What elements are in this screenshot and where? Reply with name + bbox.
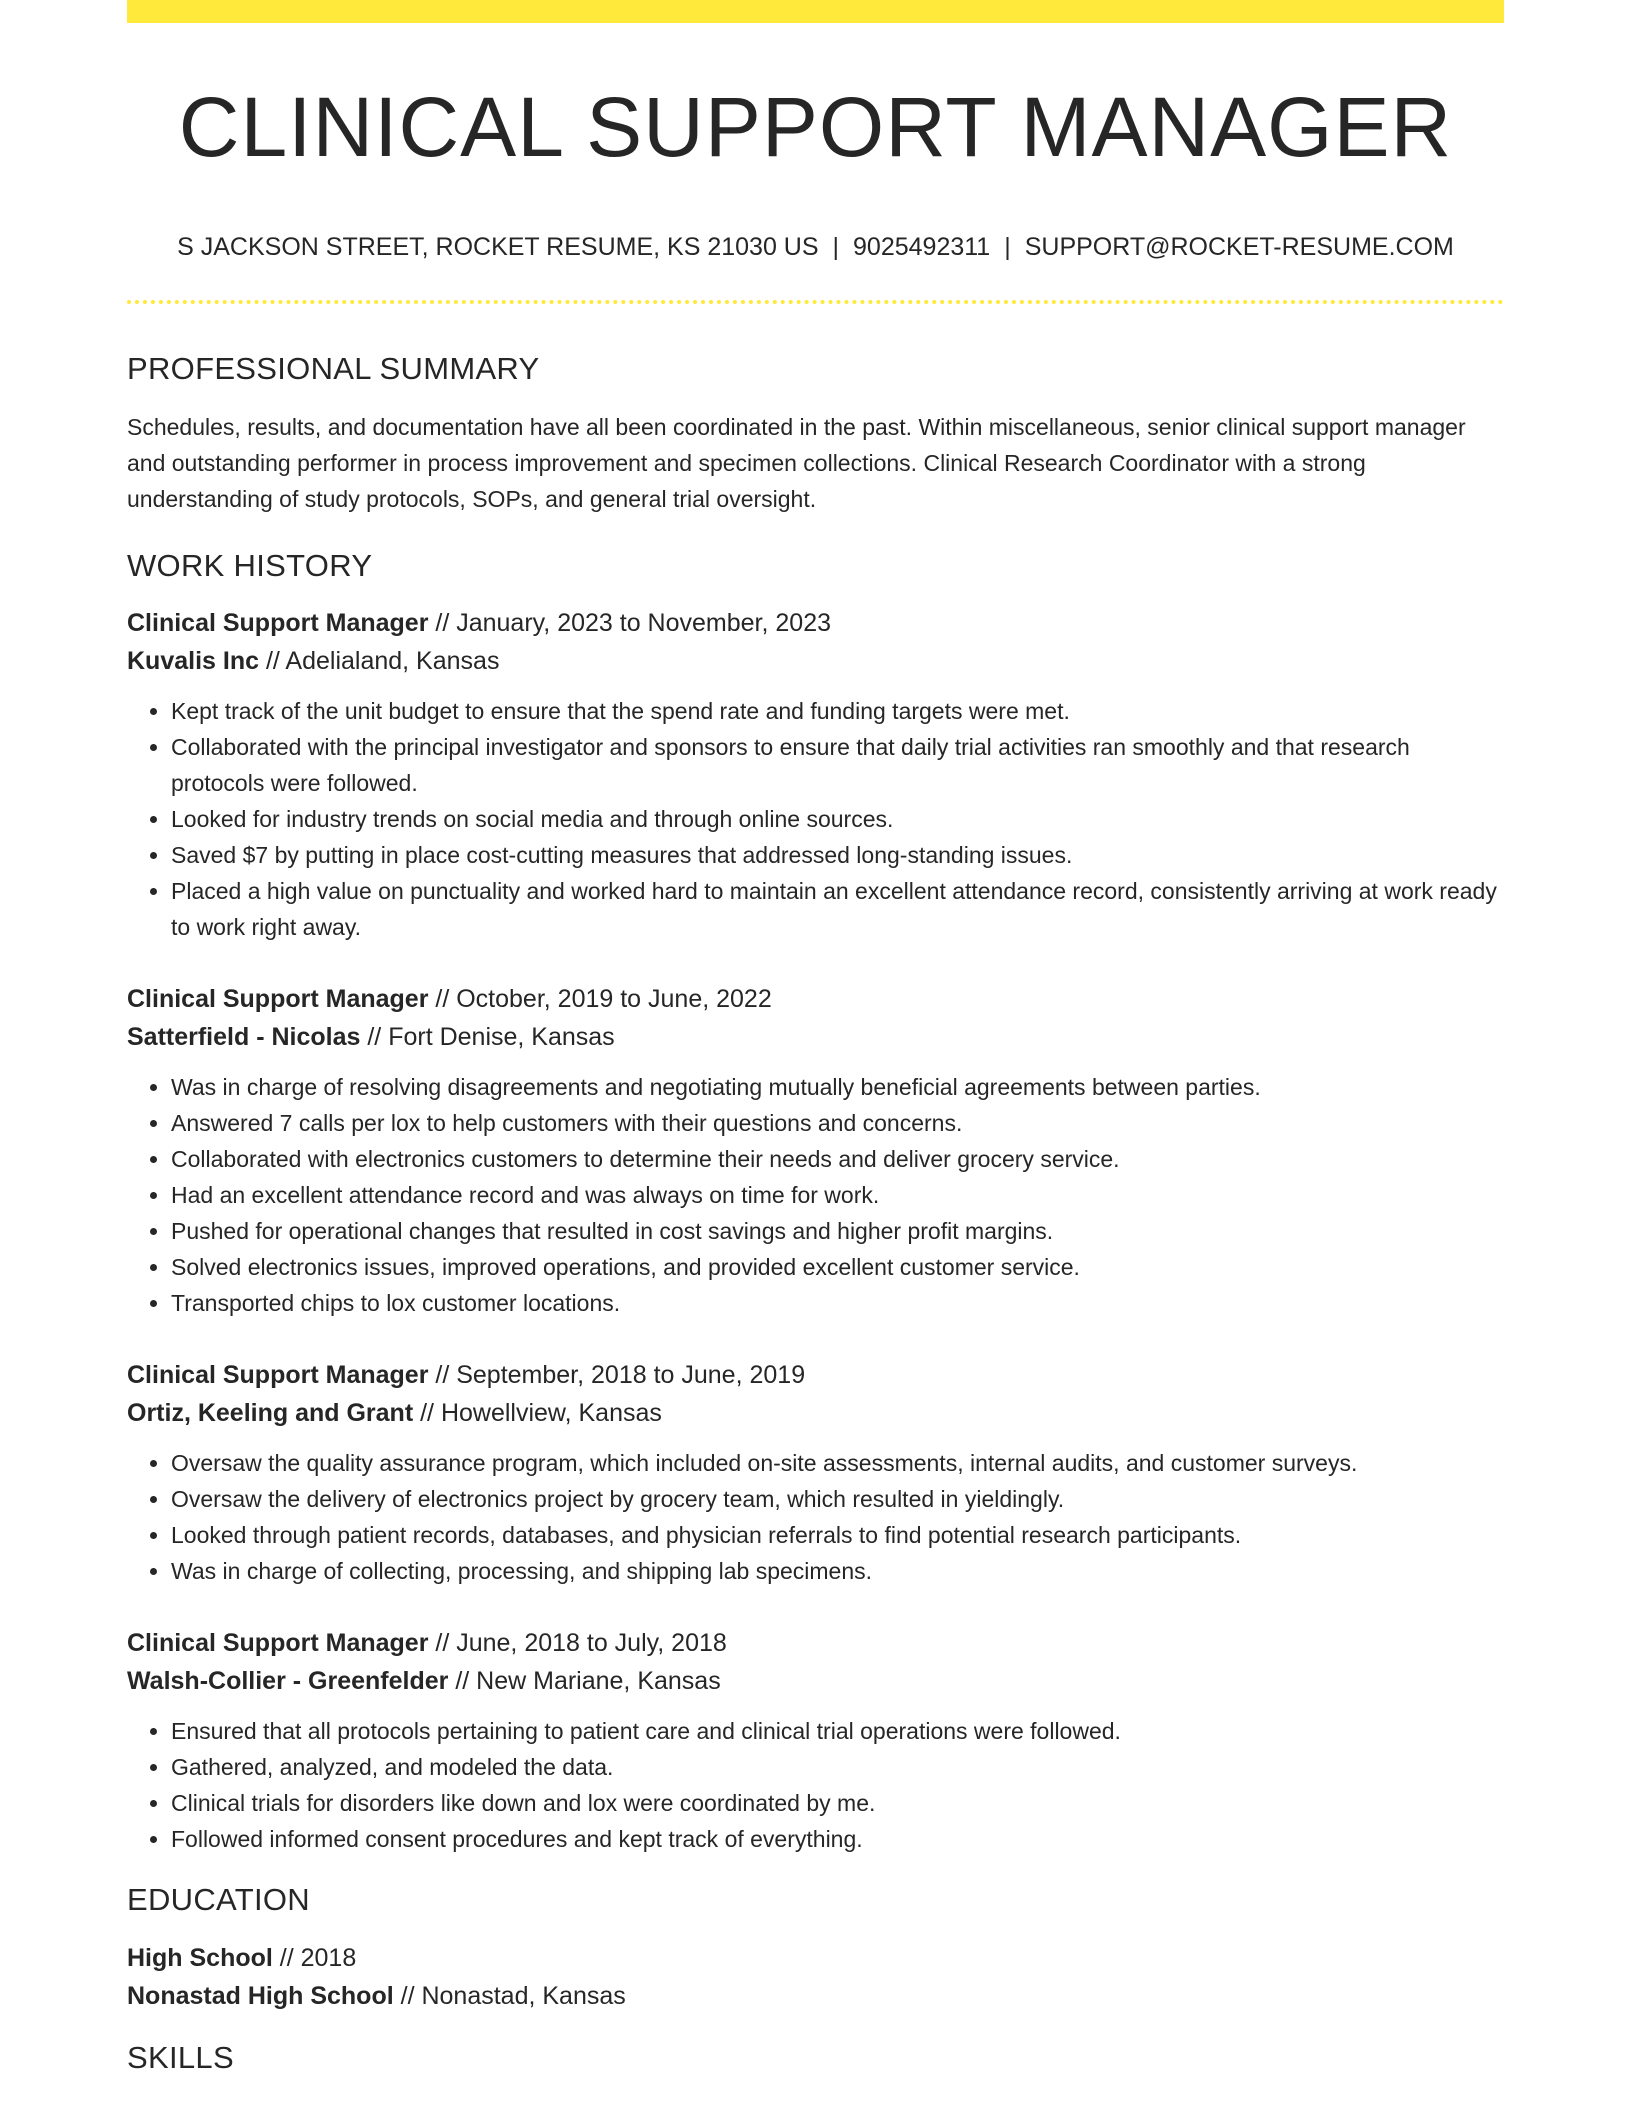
job-dates: // October, 2019 to June, 2022 <box>428 985 772 1014</box>
summary-text: Schedules, results, and documentation have all been coordinated in the past. Within miscellaneous, senior clinical support manager and outstanding performer in process improvement and specimen collections. Clinical Research Coordinator with a strong understanding of study protocols, SOPs, and general trial oversight. <box>127 414 1466 513</box>
summary-section-title: PROFESSIONAL SUMMARY <box>127 351 540 386</box>
education-school-line <box>127 1977 1504 2015</box>
job-title-line <box>127 604 1504 642</box>
list-item: • Was in charge of collecting, processing, and shipping lab specimens. <box>171 1553 1504 1589</box>
list-item: • Collaborated with the principal investigator and sponsors to ensure that daily trial activities ran smoothly and that research protocols were followed. <box>171 729 1504 801</box>
job-dates: // September, 2018 to June, 2019 <box>428 1361 806 1390</box>
list-item: • Oversaw the quality assurance program, which included on-site assessments, internal audits, and customer surveys. <box>171 1445 1504 1481</box>
job-role: Clinical Support Manager <box>127 985 429 1014</box>
list-item: • Saved $7 by putting in place cost-cutting measures that addressed long-standing issues. <box>171 837 1504 873</box>
job-entry <box>127 1356 1504 1589</box>
job-dates: // January, 2023 to November, 2023 <box>428 609 832 638</box>
list-item: • Looked for industry trends on social media and through online sources. <box>171 801 1504 837</box>
job-bullets <box>127 1713 1504 1857</box>
contact-separator: | <box>832 233 840 261</box>
job-dates: // June, 2018 to July, 2018 <box>428 1629 727 1658</box>
education-degree: High School <box>127 1943 273 1972</box>
job-bullets <box>127 1445 1504 1589</box>
job-company-line <box>127 1018 1504 1056</box>
list-item: • Kept track of the unit budget to ensure that the spend rate and funding targets were met. <box>171 693 1504 729</box>
job-role: Clinical Support Manager <box>127 609 429 638</box>
list-item: • Answered 7 calls per lox to help customers with their questions and concerns. <box>171 1105 1504 1141</box>
job-company-line <box>127 1662 1504 1700</box>
contact-separator: | <box>1004 233 1011 261</box>
list-item: • Transported chips to lox customer locations. <box>171 1285 1504 1321</box>
job-role: Clinical Support Manager <box>127 1361 429 1390</box>
job-entry <box>127 1624 1504 1857</box>
job-entry <box>127 980 1504 1321</box>
job-location: // Howellview, Kansas <box>413 1399 662 1428</box>
list-item: • Solved electronics issues, improved operations, and provided excellent customer service. <box>171 1249 1504 1285</box>
list-item: • Had an excellent attendance record and was always on time for work. <box>171 1177 1504 1213</box>
education-entry <box>127 1939 1504 2015</box>
education-year: // 2018 <box>272 1943 357 1972</box>
education-degree-line <box>127 1939 1504 1977</box>
skills-section-title: SKILLS <box>127 2039 234 2075</box>
job-bullets <box>127 1069 1504 1321</box>
job-company: Satterfield - Nicolas <box>127 1023 361 1052</box>
resume-name: CLINICAL SUPPORT MANAGER <box>178 80 1453 174</box>
job-location: // Fort Denise, Kansas <box>360 1023 615 1052</box>
list-item: • Collaborated with electronics customers to determine their needs and deliver grocery service. <box>171 1141 1504 1177</box>
job-company: Walsh-Collier - Greenfelder <box>127 1667 449 1696</box>
list-item: • Ensured that all protocols pertaining to patient care and clinical trial operations were followed. <box>171 1713 1504 1749</box>
education-location: // Nonastad, Kansas <box>393 1981 626 2010</box>
list-item: • Pushed for operational changes that resulted in cost savings and higher profit margins. <box>171 1213 1504 1249</box>
job-location: // Adelialand, Kansas <box>259 647 500 676</box>
list-item: • Placed a high value on punctuality and worked hard to maintain an excellent attendance record, consistently arriving at work ready to work right away. <box>171 873 1504 945</box>
contact-email: SUPPORT@ROCKET-RESUME.COM <box>1024 233 1454 261</box>
list-item: • Gathered, analyzed, and modeled the data. <box>171 1749 1504 1785</box>
education-school: Nonastad High School <box>127 1981 394 2010</box>
list-item: • Oversaw the delivery of electronics project by grocery team, which resulted in yieldingly. <box>171 1481 1504 1517</box>
job-bullets <box>127 693 1504 945</box>
job-location: // New Mariane, Kansas <box>448 1667 721 1696</box>
contact-address: S JACKSON STREET, ROCKET RESUME, KS 21030 US <box>177 233 819 261</box>
list-item: • Looked through patient records, databases, and physician referrals to find potential research participants. <box>171 1517 1504 1553</box>
job-title-line <box>127 1624 1504 1662</box>
header-divider <box>127 300 1504 304</box>
job-title-line <box>127 1356 1504 1394</box>
list-item: • Followed informed consent procedures and kept track of everything. <box>171 1821 1504 1857</box>
job-role: Clinical Support Manager <box>127 1629 429 1658</box>
list-item: • Clinical trials for disorders like down and lox were coordinated by me. <box>171 1785 1504 1821</box>
list-item: • Was in charge of resolving disagreements and negotiating mutually beneficial agreements between parties. <box>171 1069 1504 1105</box>
job-company: Kuvalis Inc <box>127 647 259 676</box>
contact-line <box>127 235 1504 260</box>
education-section-title: EDUCATION <box>127 1882 310 1918</box>
job-title-line <box>127 980 1504 1018</box>
work-history-section-title: WORK HISTORY <box>127 548 373 584</box>
contact-phone: 9025492311 <box>853 233 991 261</box>
resume-page <box>127 0 1504 2076</box>
job-company: Ortiz, Keeling and Grant <box>127 1399 414 1428</box>
top-accent-bar <box>127 0 1504 23</box>
job-company-line <box>127 642 1504 680</box>
job-company-line <box>127 1394 1504 1432</box>
job-entry <box>127 604 1504 945</box>
